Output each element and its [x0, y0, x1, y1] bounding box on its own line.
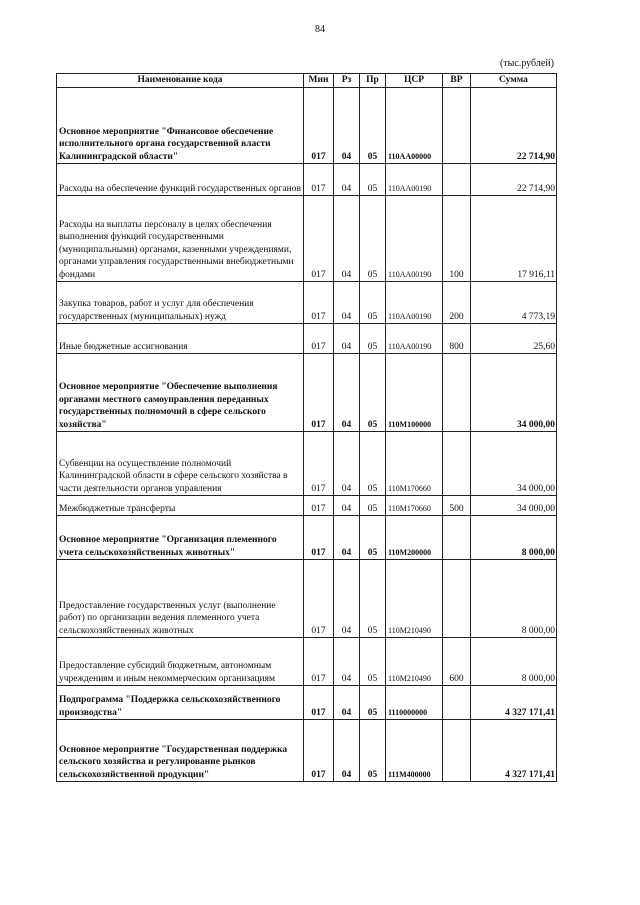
row-min-cell: 017 — [304, 496, 334, 516]
column-header-rz: Рз — [334, 74, 360, 88]
column-header-vr: ВР — [443, 74, 471, 88]
row-min-cell: 017 — [304, 88, 334, 164]
row-min-cell: 017 — [304, 164, 334, 196]
row-vr-cell — [443, 88, 471, 164]
table-row — [57, 164, 557, 196]
row-min-cell: 017 — [304, 196, 334, 282]
row-rz-cell: 04 — [334, 516, 360, 560]
row-csr-cell: 110М170660 — [386, 496, 443, 516]
row-csr-cell: 110М100000 — [386, 354, 443, 432]
row-sum-cell: 22 714,90 — [471, 88, 557, 164]
column-header-sum: Сумма — [471, 74, 557, 88]
row-pr-cell: 05 — [360, 496, 386, 516]
row-pr-cell: 05 — [360, 432, 386, 496]
table-row — [57, 324, 557, 354]
row-name-cell: Предоставление государственных услуг (выполнение работ) по организации ведения племенного учета сельскохозяйственных животных — [57, 560, 304, 638]
row-rz-cell: 04 — [334, 282, 360, 324]
row-csr-cell: 110М210490 — [386, 638, 443, 686]
units-label: (тыс.рублей) — [499, 58, 554, 69]
row-pr-cell: 05 — [360, 164, 386, 196]
row-sum-cell: 4 327 171,41 — [471, 686, 557, 720]
row-sum-cell: 8 000,00 — [471, 516, 557, 560]
row-vr-cell: 600 — [443, 638, 471, 686]
row-vr-cell — [443, 720, 471, 782]
column-header-name: Наименование кода — [57, 74, 304, 88]
row-sum-cell: 17 916,11 — [471, 196, 557, 282]
table-row — [57, 686, 557, 720]
column-header-min: Мин — [304, 74, 334, 88]
row-rz-cell: 04 — [334, 164, 360, 196]
table-row — [57, 720, 557, 782]
row-vr-cell — [443, 164, 471, 196]
row-csr-cell: 110АА00190 — [386, 196, 443, 282]
row-min-cell: 017 — [304, 516, 334, 560]
row-rz-cell: 04 — [334, 432, 360, 496]
row-min-cell: 017 — [304, 282, 334, 324]
row-pr-cell: 05 — [360, 324, 386, 354]
row-rz-cell: 04 — [334, 88, 360, 164]
row-csr-cell: 110АА00190 — [386, 324, 443, 354]
table-row — [57, 496, 557, 516]
row-sum-cell: 34 000,00 — [471, 354, 557, 432]
row-sum-cell: 34 000,00 — [471, 496, 557, 516]
row-vr-cell: 500 — [443, 496, 471, 516]
row-pr-cell: 05 — [360, 720, 386, 782]
row-rz-cell: 04 — [334, 560, 360, 638]
row-sum-cell: 22 714,90 — [471, 164, 557, 196]
row-pr-cell: 05 — [360, 282, 386, 324]
row-name-cell: Закупка товаров, работ и услуг для обеспечения государственных (муниципальных) нужд — [57, 282, 304, 324]
row-pr-cell: 05 — [360, 638, 386, 686]
row-min-cell: 017 — [304, 638, 334, 686]
row-vr-cell — [443, 432, 471, 496]
row-vr-cell: 200 — [443, 282, 471, 324]
row-csr-cell: 110М200000 — [386, 516, 443, 560]
table-row — [57, 88, 557, 164]
budget-table — [56, 73, 557, 782]
row-csr-cell: 110АА00190 — [386, 164, 443, 196]
row-rz-cell: 04 — [334, 720, 360, 782]
row-min-cell: 017 — [304, 432, 334, 496]
table-row — [57, 560, 557, 638]
row-name-cell: Расходы на выплаты персоналу в целях обеспечения выполнения функций государственными (муниципальными) органами, казенными учреждениями, органами управления государственными внебюджетными фондами — [57, 196, 304, 282]
column-header-pr: Пр — [360, 74, 386, 88]
row-csr-cell: 1110000000 — [386, 686, 443, 720]
row-csr-cell: 110М210490 — [386, 560, 443, 638]
row-name-cell: Субвенции на осуществление полномочий Калининградской области в сфере сельского хозяйства в части деятельности органов управления — [57, 432, 304, 496]
table-row — [57, 516, 557, 560]
row-csr-cell: 110АА00000 — [386, 88, 443, 164]
table-body — [57, 88, 557, 782]
row-name-cell: Предоставление субсидий бюджетным, автономным учреждениям и иным некоммерческим организациям — [57, 638, 304, 686]
table-row — [57, 432, 557, 496]
row-vr-cell — [443, 354, 471, 432]
row-sum-cell: 34 000,00 — [471, 432, 557, 496]
row-rz-cell: 04 — [334, 354, 360, 432]
row-rz-cell: 04 — [334, 638, 360, 686]
table-header-row — [57, 74, 557, 88]
row-vr-cell — [443, 560, 471, 638]
row-pr-cell: 05 — [360, 354, 386, 432]
row-name-cell: Расходы на обеспечение функций государственных органов — [57, 164, 304, 196]
row-vr-cell — [443, 686, 471, 720]
table-row — [57, 196, 557, 282]
row-rz-cell: 04 — [334, 496, 360, 516]
column-header-csr: ЦСР — [386, 74, 443, 88]
row-name-cell: Основное мероприятие "Обеспечение выполнения органами местного самоуправления переданных государственных полномочий в сфере сельского хозяйства" — [57, 354, 304, 432]
row-name-cell: Межбюджетные трансферты — [57, 496, 304, 516]
row-pr-cell: 05 — [360, 88, 386, 164]
row-rz-cell: 04 — [334, 196, 360, 282]
row-pr-cell: 05 — [360, 516, 386, 560]
row-csr-cell: 111М400000 — [386, 720, 443, 782]
row-name-cell: Основное мероприятие "Финансовое обеспечение исполнительного органа государственной власти Калининградской области" — [57, 88, 304, 164]
table-row — [57, 638, 557, 686]
row-rz-cell: 04 — [334, 324, 360, 354]
row-vr-cell: 100 — [443, 196, 471, 282]
row-name-cell: Подпрограмма "Поддержка сельскохозяйственного производства" — [57, 686, 304, 720]
row-min-cell: 017 — [304, 686, 334, 720]
row-rz-cell: 04 — [334, 686, 360, 720]
row-min-cell: 017 — [304, 354, 334, 432]
row-name-cell: Основное мероприятие "Государственная поддержка сельского хозяйства и регулирование рынков сельскохозяйственной продукции" — [57, 720, 304, 782]
row-sum-cell: 4 773,19 — [471, 282, 557, 324]
row-sum-cell: 4 327 171,41 — [471, 720, 557, 782]
row-csr-cell: 110М170660 — [386, 432, 443, 496]
row-sum-cell: 8 000,00 — [471, 638, 557, 686]
row-vr-cell — [443, 516, 471, 560]
row-sum-cell: 25,60 — [471, 324, 557, 354]
row-vr-cell: 800 — [443, 324, 471, 354]
row-name-cell: Основное мероприятие "Организация племенного учета сельскохозяйственных животных" — [57, 516, 304, 560]
row-min-cell: 017 — [304, 560, 334, 638]
row-pr-cell: 05 — [360, 560, 386, 638]
table-row — [57, 282, 557, 324]
row-min-cell: 017 — [304, 324, 334, 354]
row-csr-cell: 110АА00190 — [386, 282, 443, 324]
table-row — [57, 354, 557, 432]
page-number: 84 — [315, 24, 325, 35]
row-sum-cell: 8 000,00 — [471, 560, 557, 638]
row-pr-cell: 05 — [360, 196, 386, 282]
row-name-cell: Иные бюджетные ассигнования — [57, 324, 304, 354]
row-min-cell: 017 — [304, 720, 334, 782]
row-pr-cell: 05 — [360, 686, 386, 720]
